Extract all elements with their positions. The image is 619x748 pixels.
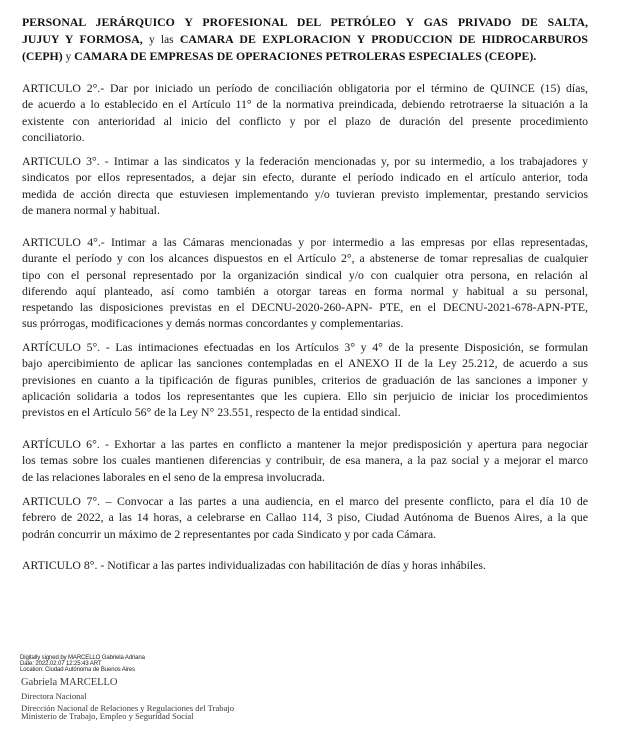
- text-line: [22, 234, 588, 250]
- signer-department: Dirección Nacional de Relaciones y Regulaciones del Trabajo: [21, 703, 235, 713]
- article-3: [22, 153, 588, 218]
- text-line: [22, 404, 588, 420]
- line-text: previstos en el Artículo 56° de la Ley N° 23.551, respecto de la entidad sindical.: [22, 405, 401, 420]
- article-2: [22, 80, 588, 145]
- text-line: [22, 250, 588, 266]
- text-line: [22, 283, 588, 299]
- line-text: medida de acción directa que estuviesen implementando y/o tuvieran previsto implementar, prestando servicios: [22, 186, 588, 201]
- heading-line: [22, 48, 588, 66]
- digital-signature-location: Location: Ciudad Autónoma de Buenos Aires: [20, 666, 135, 673]
- text-line: [22, 493, 588, 509]
- heading-regular-text: y: [65, 51, 72, 63]
- article-4: [22, 234, 588, 332]
- text-line: [22, 315, 588, 331]
- signer-organization: [21, 705, 234, 720]
- heading-bold-text: JUJUY Y FORMOSA,: [22, 31, 143, 46]
- heading-line-text: [22, 32, 588, 46]
- line-text: podrán concurrir un máximo de 2 representantes por cada Sindicato y por cada Cámara.: [22, 526, 437, 541]
- text-line: [22, 267, 588, 283]
- line-text: previsiones en cuanto a la tipificación de figuras punibles, criterios de graduación de las sanciones a imponer y: [22, 372, 588, 387]
- digital-signature-signer: Digitally signed by MARCELLO Gabriela Adriana: [20, 655, 145, 661]
- parties-heading: [22, 14, 588, 66]
- article-5: [22, 339, 588, 420]
- text-line: [22, 526, 588, 542]
- heading-regular-text: y las: [149, 33, 174, 46]
- heading-line-text: [22, 15, 588, 29]
- line-text: diferendo aquí planteado, así como también a otorgar tareas en forma normal y habitual a su personal,: [22, 283, 588, 298]
- text-line: [22, 169, 588, 185]
- line-text: conciliatorio.: [22, 129, 85, 144]
- text-line: [22, 113, 588, 129]
- text-line: [22, 80, 588, 96]
- heading-bold-text: CAMARA DE EXPLORACION Y PRODUCCION DE HIDROCARBUROS: [179, 31, 588, 46]
- line-text: sindicatos por ellos representados, a dejar sin efecto, durante el período indicado en el artículo anterior, toda: [22, 170, 588, 185]
- text-line: [22, 153, 588, 169]
- signer-title: [21, 691, 87, 701]
- line-text: de acuerdo a lo establecido en el Artículo 11° de la normativa preindicada, debiendo retrotraerse la situación a la: [22, 97, 588, 112]
- text-line: [22, 202, 588, 218]
- digital-signature-date: Date: 2022.02.07 12:25:43 ART: [20, 660, 102, 667]
- line-text: ARTÍCULO 5°. - Las intimaciones efectuadas en los Artículos 3° y 4° de la presente Disposición, se formulan: [22, 340, 588, 354]
- signer-name: [21, 677, 118, 689]
- digital-signature-stamp: [20, 656, 145, 673]
- line-text: ARTICULO 8°. - Notificar a las partes individualizadas con habilitación de días y horas inhábiles.: [22, 558, 486, 572]
- heading-bold-text: CAMARA DE EMPRESAS DE OPERACIONES PETROLERAS ESPECIALES (CEOPE).: [74, 49, 537, 63]
- line-text: existente con anterioridad al inicio del conflicto y por el plazo de duración del presente procedimiento: [22, 113, 588, 128]
- line-text: aplicación solidaria a todos los representantes que les cupiera. Ello sin perjuicio de iniciar los procedimientos: [22, 388, 588, 403]
- heading-line-text: [22, 49, 536, 63]
- text-line: [22, 388, 588, 404]
- text-line: [22, 509, 588, 525]
- line-text: de manera normal y habitual.: [22, 202, 160, 217]
- line-text: ARTICULO 3°. - Intimar a las sindicatos y la federación mencionadas y, por su intermedio, a los trabajadores y: [22, 154, 588, 168]
- text-line: [22, 372, 588, 388]
- article-7: [22, 493, 588, 542]
- signer-name-text: Gabriela MARCELLO: [21, 677, 118, 688]
- text-line: [22, 339, 588, 355]
- text-line: [22, 299, 588, 315]
- line-text: ARTICULO 2°.- Dar por iniciado un período de conciliación obligatoria por el término de QUINCE (15) días,: [22, 81, 588, 95]
- line-text: ARTICULO 7°. – Convocar a las partes a una audiencia, en el marco del presente conflicto, para el día 10 de: [22, 494, 588, 508]
- line-text: respetando las disposiciones previstas en el DECNU-2020-260-APN- PTE, en el DECNU-2021-678-APN-PTE,: [22, 300, 588, 315]
- text-line: [22, 355, 588, 371]
- line-text: ARTÍCULO 6°. - Exhortar a las partes en conflicto a mantener la mejor predisposición y apertura para negociar: [22, 437, 588, 451]
- line-text: sus prórrogas, modificaciones y demás normas concordantes y complementarias.: [22, 316, 404, 331]
- text-line: [22, 129, 588, 145]
- text-line: [22, 436, 588, 452]
- text-line: [22, 557, 588, 573]
- article-6: [22, 436, 588, 485]
- line-text: ARTICULO 4°.- Intimar a las Cámaras mencionadas y por intermedio a las empresas por ellas representadas,: [22, 235, 588, 249]
- text-line: [22, 186, 588, 202]
- line-text: durante el período y con los alcances dispuestos en el Artículo 2°, a abstenerse de tomar represalias de cualquier: [22, 251, 588, 266]
- article-8: [22, 557, 588, 573]
- line-text: bajo apercibimiento de aplicar las sanciones contempladas en el ANEXO II de la Ley 25.212, de acuerdo a sus: [22, 356, 588, 371]
- text-line: [22, 96, 588, 112]
- heading-bold-text: (CEPH): [22, 49, 63, 63]
- line-text: de las relaciones laborales en el seno de la empresa involucrada.: [22, 469, 325, 484]
- heading-line: [22, 31, 588, 49]
- signer-ministry: Ministerio de Trabajo, Empleo y Seguridad Social: [21, 710, 194, 721]
- line-text: los temas sobre los cuales mantienen diferencias y contribuir, de esa manera, a la paz social y a mejorar el marco: [22, 453, 588, 468]
- line-text: tipo con el personal representado por la organización sindical y/o con cualquier otra persona, en relación al: [22, 267, 588, 282]
- text-line: [22, 452, 588, 468]
- heading-line: [22, 14, 588, 31]
- text-line: [22, 469, 588, 485]
- line-text: febrero de 2022, a las 14 horas, a celebrarse en Callao 114, 3 piso, Ciudad Autónoma de Buenos Aires, a la que: [22, 510, 588, 525]
- signer-title-text: Directora Nacional: [21, 691, 87, 701]
- heading-bold-text: PERSONAL JERÁRQUICO Y PROFESIONAL DEL PETRÓLEO Y GAS PRIVADO DE SALTA,: [22, 15, 588, 29]
